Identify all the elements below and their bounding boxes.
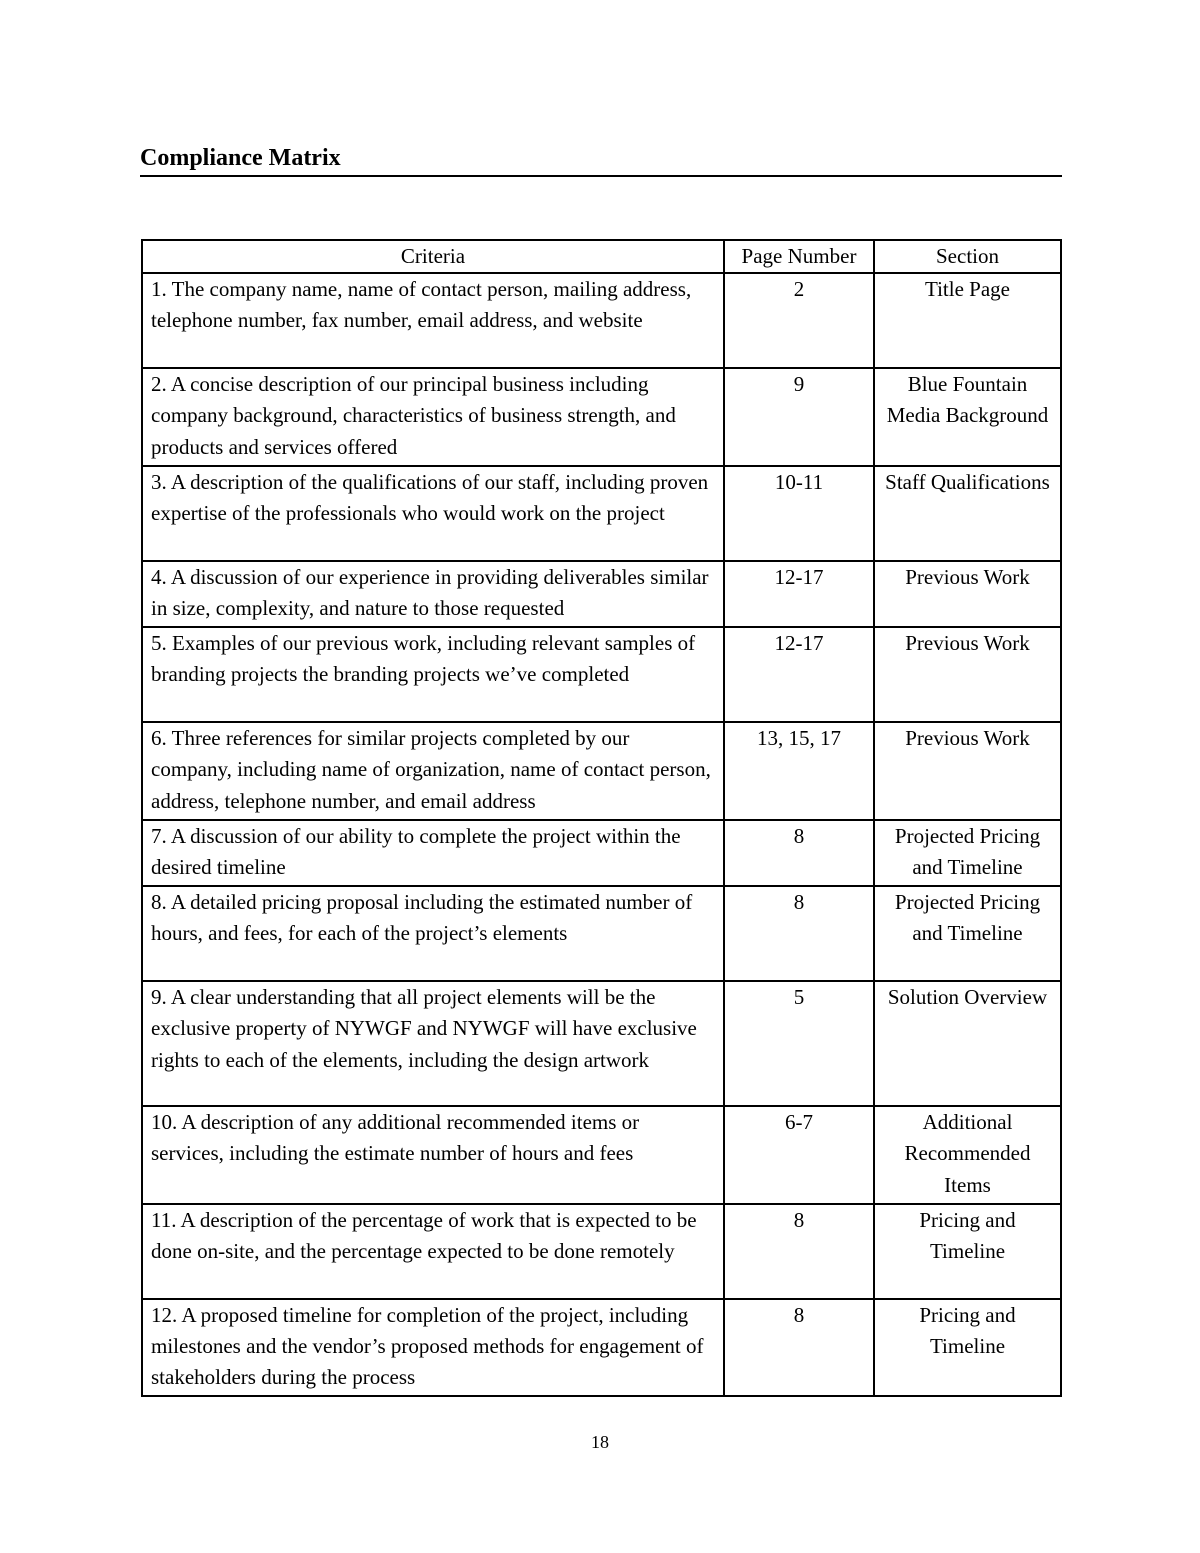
section-cell: Projected Pricing and Timeline	[874, 886, 1061, 981]
page-number-cell: 10-11	[724, 466, 874, 561]
page-heading	[140, 143, 1062, 177]
table-row	[142, 561, 1061, 627]
table-header-row	[142, 240, 1061, 273]
criteria-cell: 12. A proposed timeline for completion of the project, including milestones and the vendor’s proposed methods for engagement of stakeholders during the process	[142, 1299, 724, 1397]
criteria-cell: 7. A discussion of our ability to complete the project within the desired timeline	[142, 820, 724, 886]
criteria-cell: 10. A description of any additional recommended items or services, including the estimate number of hours and fees	[142, 1106, 724, 1204]
table-row	[142, 981, 1061, 1106]
criteria-cell: 3. A description of the qualifications of our staff, including proven expertise of the professionals who would work on the project	[142, 466, 724, 561]
column-header-criteria: Criteria	[142, 240, 724, 273]
section-cell: Pricing and Timeline	[874, 1299, 1061, 1397]
criteria-cell: 11. A description of the percentage of work that is expected to be done on-site, and the percentage expected to be done remotely	[142, 1204, 724, 1299]
table-row	[142, 368, 1061, 466]
page-number-cell: 8	[724, 886, 874, 981]
table-row	[142, 1204, 1061, 1299]
section-cell: Previous Work	[874, 627, 1061, 722]
criteria-cell: 5. Examples of our previous work, including relevant samples of branding projects the branding projects we’ve completed	[142, 627, 724, 722]
table-row	[142, 627, 1061, 722]
criteria-cell: 8. A detailed pricing proposal including the estimated number of hours, and fees, for each of the project’s elements	[142, 886, 724, 981]
section-cell: Projected Pricing and Timeline	[874, 820, 1061, 886]
section-cell: Staff Qualifications	[874, 466, 1061, 561]
table-row	[142, 466, 1061, 561]
criteria-cell: 9. A clear understanding that all project elements will be the exclusive property of NYWGF and NYWGF will have exclusive rights to each of the elements, including the design artwork	[142, 981, 724, 1106]
page-number-cell: 2	[724, 273, 874, 368]
section-cell: Previous Work	[874, 722, 1061, 820]
page-number-cell: 8	[724, 1204, 874, 1299]
page-number: 18	[591, 1432, 609, 1452]
compliance-matrix-table	[141, 239, 1062, 1397]
table-row	[142, 820, 1061, 886]
page-number-cell: 12-17	[724, 561, 874, 627]
page-number-cell: 6-7	[724, 1106, 874, 1204]
section-cell: Blue Fountain Media Background	[874, 368, 1061, 466]
column-header-page-number: Page Number	[724, 240, 874, 273]
page-number-cell: 9	[724, 368, 874, 466]
table-row	[142, 1106, 1061, 1204]
page-number-cell: 8	[724, 820, 874, 886]
section-cell: Pricing and Timeline	[874, 1204, 1061, 1299]
criteria-cell: 4. A discussion of our experience in providing deliverables similar in size, complexity, and nature to those requested	[142, 561, 724, 627]
section-cell: Previous Work	[874, 561, 1061, 627]
section-cell: Solution Overview	[874, 981, 1061, 1106]
table-row	[142, 273, 1061, 368]
page-number-cell: 8	[724, 1299, 874, 1397]
table-row	[142, 722, 1061, 820]
page-number-cell: 12-17	[724, 627, 874, 722]
section-cell: Title Page	[874, 273, 1061, 368]
table-row	[142, 886, 1061, 981]
page-number-cell: 13, 15, 17	[724, 722, 874, 820]
section-cell: Additional Recommended Items	[874, 1106, 1061, 1204]
criteria-cell: 1. The company name, name of contact person, mailing address, telephone number, fax number, email address, and website	[142, 273, 724, 368]
column-header-section: Section	[874, 240, 1061, 273]
criteria-cell: 2. A concise description of our principal business including company background, characteristics of business strength, and products and services offered	[142, 368, 724, 466]
criteria-cell: 6. Three references for similar projects completed by our company, including name of organization, name of contact person, address, telephone number, and email address	[142, 722, 724, 820]
table-row	[142, 1299, 1061, 1397]
page-title: Compliance Matrix	[140, 145, 341, 171]
page-number-cell: 5	[724, 981, 874, 1106]
